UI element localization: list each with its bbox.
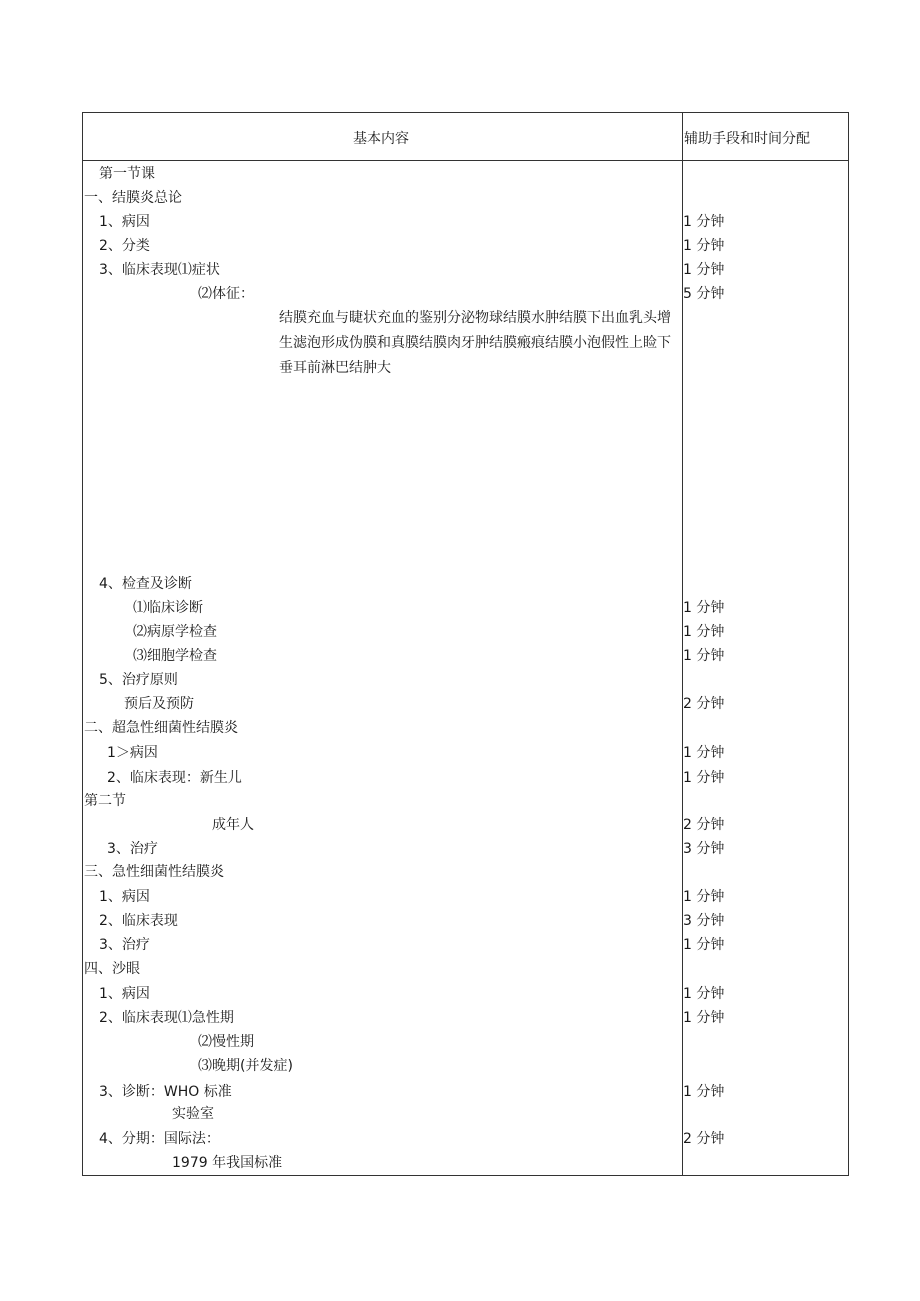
content-line: 结膜充血与睫状充血的鉴别分泌物球结膜水肿结膜下出血乳头增生滤泡形成伪膜和真膜结膜肉牙肿结膜瘢痕结膜小泡假性上睑下垂耳前淋巴结肿大	[279, 310, 671, 376]
content-line: 三、急性细菌性结膜炎	[84, 864, 224, 880]
header-aux: 辅助手段和时间分配	[684, 131, 810, 147]
content-line: 一、结膜炎总论	[84, 190, 182, 206]
content-line: ⑶细胞学检查	[133, 648, 217, 664]
content-line: ⑶晚期(并发症)	[198, 1058, 293, 1074]
time-allocation: 1 分钟	[683, 745, 725, 761]
content-line: 实验室	[172, 1106, 214, 1122]
header-divider	[83, 160, 848, 161]
content-line: 1＞病因	[107, 745, 158, 761]
time-allocation: 1 分钟	[683, 600, 725, 616]
content-line: ⑴临床诊断	[133, 600, 203, 616]
time-allocation: 1 分钟	[683, 214, 725, 230]
content-line: 4、检查及诊断	[99, 576, 192, 592]
time-allocation: 2 分钟	[683, 696, 725, 712]
time-allocation: 1 分钟	[683, 262, 725, 278]
content-line: 1、病因	[99, 986, 150, 1002]
content-line: 成年人	[212, 817, 254, 833]
content-line: 二、超急性细菌性结膜炎	[84, 720, 238, 736]
time-allocation: 2 分钟	[683, 817, 725, 833]
content-line: 2、临床表现⑴急性期	[99, 1010, 234, 1026]
content-line: 第一节课	[99, 166, 155, 182]
time-allocation: 1 分钟	[683, 986, 725, 1002]
time-allocation: 1 分钟	[683, 648, 725, 664]
content-line: 3、诊断：WHO 标准	[99, 1084, 232, 1100]
content-line: 2、分类	[99, 238, 150, 254]
time-allocation: 1 分钟	[683, 937, 725, 953]
content-line: 第二节	[84, 793, 126, 809]
time-allocation: 1 分钟	[683, 1010, 725, 1026]
content-line: ⑵病原学检查	[133, 624, 217, 640]
content-line: 2、临床表现	[99, 913, 178, 929]
time-allocation: 5 分钟	[683, 286, 725, 302]
content-line: 3、治疗	[107, 841, 158, 857]
content-line: 5、治疗原则	[99, 672, 178, 688]
content-line: ⑵体征：	[198, 286, 254, 302]
content-line: 2、临床表现：新生儿	[107, 770, 242, 786]
time-allocation: 2 分钟	[683, 1131, 725, 1147]
time-allocation: 3 分钟	[683, 913, 725, 929]
content-line: ⑵慢性期	[198, 1034, 254, 1050]
time-allocation: 1 分钟	[683, 624, 725, 640]
time-allocation: 1 分钟	[683, 238, 725, 254]
content-line: 1、病因	[99, 214, 150, 230]
time-allocation: 3 分钟	[683, 841, 725, 857]
time-allocation: 1 分钟	[683, 770, 725, 786]
content-line: 3、临床表现⑴症状	[99, 262, 220, 278]
content-line: 1979 年我国标准	[172, 1155, 283, 1171]
header-content: 基本内容	[353, 131, 409, 147]
content-line: 4、分期：国际法：	[99, 1131, 220, 1147]
content-line: 预后及预防	[124, 696, 194, 712]
content-line: 四、沙眼	[84, 961, 140, 977]
time-allocation: 1 分钟	[683, 889, 725, 905]
content-line: 1、病因	[99, 889, 150, 905]
time-allocation: 1 分钟	[683, 1084, 725, 1100]
content-line: 3、治疗	[99, 937, 150, 953]
